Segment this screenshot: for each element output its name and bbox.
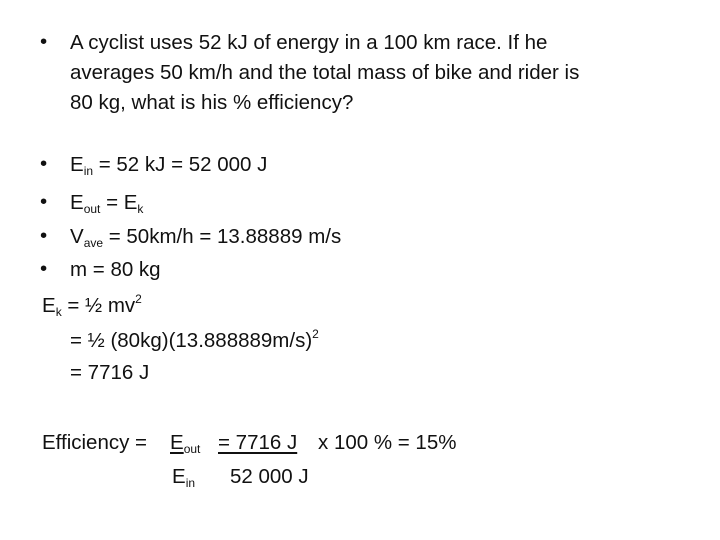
ek-formula bbox=[42, 293, 142, 319]
ek-symbol: E bbox=[42, 294, 56, 317]
given-bullet-eout: • bbox=[40, 190, 48, 213]
efficiency-numerator bbox=[170, 430, 200, 456]
problem-line-3: 80 kg, what is his % efficiency? bbox=[70, 91, 354, 114]
problem-line-2: averages 50 km/h and the total mass of bike and rider is bbox=[70, 61, 580, 84]
given-eout bbox=[70, 190, 143, 216]
ek-formula-text: = ½ mv bbox=[61, 294, 136, 317]
vave-value: = 50km/h = 13.88889 m/s bbox=[103, 225, 342, 248]
vave-symbol: V bbox=[70, 225, 84, 248]
ek-sub: k bbox=[55, 305, 62, 319]
given-mass: m = 80 kg bbox=[70, 258, 161, 281]
given-bullet-vave: • bbox=[40, 224, 48, 247]
efficiency-numerator-value-text: = 7716 J bbox=[218, 431, 298, 454]
given-ein bbox=[70, 152, 267, 178]
ek-substitution bbox=[70, 328, 319, 354]
ein-value: = 52 kJ = 52 000 J bbox=[93, 153, 268, 176]
ein-subscript: in bbox=[83, 164, 94, 178]
ek-substitution-text: = ½ (80kg)(13.888889m/s) bbox=[70, 329, 313, 352]
ein-symbol: E bbox=[70, 153, 84, 176]
efficiency-denominator-value: 52 000 J bbox=[230, 465, 309, 488]
given-bullet-ein: • bbox=[40, 152, 48, 175]
ek-substitution-sup: 2 bbox=[312, 327, 319, 341]
problem-bullet: • bbox=[40, 30, 48, 53]
eout-symbol: E bbox=[70, 191, 84, 214]
ek-subscript: k bbox=[137, 202, 144, 216]
vave-subscript: ave bbox=[83, 236, 104, 250]
given-vave bbox=[70, 224, 341, 250]
ein-denominator-symbol: E bbox=[172, 465, 186, 488]
ek-formula-sup: 2 bbox=[135, 292, 142, 306]
ein-denominator-sub: in bbox=[185, 476, 196, 490]
problem-line-1: A cyclist uses 52 kJ of energy in a 100 km race. If he bbox=[70, 31, 548, 54]
efficiency-tail: x 100 % = 15% bbox=[318, 431, 457, 454]
efficiency-numerator-value bbox=[218, 430, 297, 456]
eout-numerator-symbol: $E_{out}$ bbox=[170, 431, 201, 456]
ek-result: = 7716 J bbox=[70, 361, 150, 384]
eout-subscript: out bbox=[83, 202, 101, 216]
efficiency-label: Efficiency = bbox=[42, 431, 148, 454]
efficiency-denominator bbox=[172, 464, 195, 490]
given-bullet-mass: • bbox=[40, 257, 48, 280]
eout-equals: = E bbox=[100, 191, 138, 214]
